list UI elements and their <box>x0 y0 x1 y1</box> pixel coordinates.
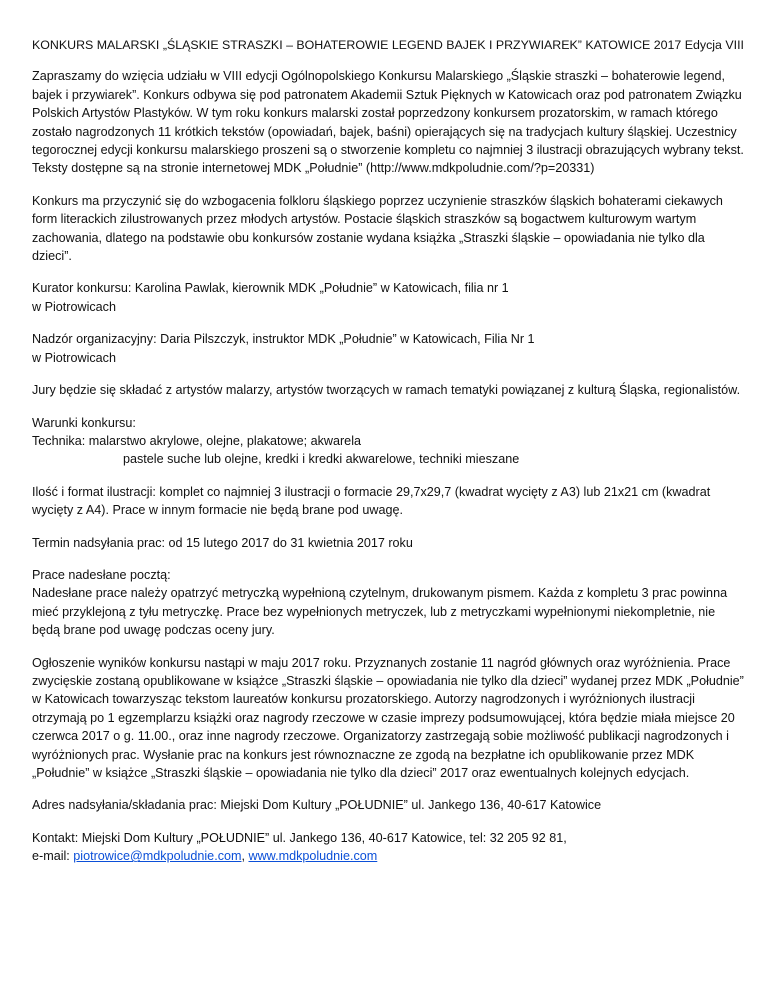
document-page <box>32 36 744 880</box>
mail-paragraph <box>32 566 744 640</box>
contact-paragraph <box>32 829 744 866</box>
results-paragraph: Ogłoszenie wyników konkursu nastąpi w maju 2017 roku. Przyznanych zostanie 11 nagród głównych oraz wyróżnienia. Prace zwycięskie zostaną opublikowane w książce „Straszki śląskie – opowiadania nie tylko dla dzieci” wydanej przez MDK „Południe” w Katowicach towarzysząc tekstom laureatów konkursu prozatorskiego. Autorzy nagrodzonych i wyróżnionych ilustracji otrzymają po 1 egzemplarzu książki oraz nagrody rzeczowe w czasie imprezy podsumowującej, która będzie miała miejsce 20 czerwca 2017 o g. 11.00., oraz inne nagrody rzeczowe. Organizatorzy zastrzegają sobie możliwość publikacji nagrodzonych i wyróżnionych prac. Wysłanie prac na konkurs jest równoznaczne ze zgodą na bezpłatne ich opublikowanie przez MDK „Południe” w książce „Straszki śląskie – opowiadania nie tylko dla dzieci” 2017 oraz ewentualnych kolejnych edycjach. <box>32 655 744 780</box>
conditions-paragraph <box>32 414 744 469</box>
purpose-paragraph: Konkurs ma przyczynić się do wzbogacenia folkloru śląskiego poprzez uczynienie straszków śląskich bohaterami ciekawych form literackich zilustrowanych przez młodych artystów. Postacie śląskich straszków są bogactwem kulturowym wartym zachowania, dlatego na podstawie obu konkursów zostanie wydana książka „Straszki śląskie – opowiadania nie tylko dla dzieci”. <box>32 193 723 264</box>
supervision-line-1: Nadzór organizacyjny: Daria Pilszczyk, instruktor MDK „Południe” w Katowicach, Filia Nr 1 <box>32 332 535 347</box>
deadline-paragraph: Termin nadsyłania prac: od 15 lutego 2017 do 31 kwietnia 2017 roku <box>32 535 413 550</box>
technique-line-2: pastele suche lub olejne, kredki i kredki akwarelowe, techniki mieszane <box>123 452 520 467</box>
supervision-line-2: w Piotrowicach <box>32 350 116 365</box>
intro-paragraph: Zapraszamy do wzięcia udziału w VIII edycji Ogólnopolskiego Konkursu Malarskiego „Śląskie straszki – bohaterowie legend, bajek i przywiarek”. Konkurs odbywa się pod patronatem Akademii Sztuk Pięknych w Katowicach oraz pod patronatem Związku Polskich Artystów Plastyków. W tym roku konkurs malarski został poprzedzony konkursem prozatorskim, w ramach którego zostało nagrodzonych 11 krótkich tekstów (opowiadań, bajek, baśni) opierających się na tradycjach kultury śląskiej. Uczestnicy tegorocznej edycji konkursu malarskiego proszeni są o stworzenie kompletu co najmniej 3 ilustracji obrazujących wybrany tekst. Teksty dostępne są na stronie internetowej MDK „Południe” (http://www.mdkpoludnie.com/?p=20331) <box>32 69 744 176</box>
curator-line-2: w Piotrowicach <box>32 299 116 314</box>
address-paragraph: Adres nadsyłania/składania prac: Miejski Dom Kultury „POŁUDNIE” ul. Jankego 136, 40-617 Katowice <box>32 798 602 813</box>
supervision-paragraph <box>32 330 744 367</box>
mail-body: Nadesłane prace należy opatrzyć metryczką wypełnioną czytelnym, drukowanym pismem. Każda z kompletu 3 prac powinna mieć przyklejoną z tyłu metryczkę. Prace bez wypełnionych metryczek, lub z metryczkami wypełnionymi niekompletnie, nie będą brane pod uwagę podczas oceny jury. <box>32 586 728 638</box>
document-title: KONKURS MALARSKI „ŚLĄSKIE STRASZKI – BOHATEROWIE LEGEND BAJEK I PRZYWIAREK” KATOWICE 2017 Edycja VIII <box>32 38 744 52</box>
technique-line-1: Technika: malarstwo akrylowe, olejne, plakatowe; akwarela <box>32 433 361 448</box>
curator-paragraph <box>32 279 744 316</box>
contact-separator: , <box>241 849 249 864</box>
contact-line-1: Kontakt: Miejski Dom Kultury „POŁUDNIE” ul. Jankego 136, 40-617 Katowice, tel: 32 205 92 81, <box>32 830 567 845</box>
curator-line-1: Kurator konkursu: Karolina Pawlak, kierownik MDK „Południe” w Katowicach, filia nr 1 <box>32 281 509 296</box>
format-paragraph: Ilość i format ilustracji: komplet co najmniej 3 ilustracji o formacie 29,7x29,7 (kwadrat wycięty z A3) lub 21x21 cm (kwadrat wycięty z A4). Prace w innym formacie nie będą brane pod uwagę. <box>32 484 711 518</box>
contact-website-link[interactable]: www.mdkpoludnie.com <box>248 849 378 864</box>
contact-email-link[interactable]: piotrowice@mdkpoludnie.com <box>73 849 242 864</box>
jury-paragraph: Jury będzie się składać z artystów malarzy, artystów tworzących w ramach tematyki powiązanej z kulturą Śląska, regionalistów. <box>32 383 741 398</box>
conditions-heading: Warunki konkursu: <box>32 415 136 430</box>
mail-heading: Prace nadesłane pocztą: <box>32 567 171 582</box>
contact-email-prefix: e-mail: <box>32 849 74 864</box>
